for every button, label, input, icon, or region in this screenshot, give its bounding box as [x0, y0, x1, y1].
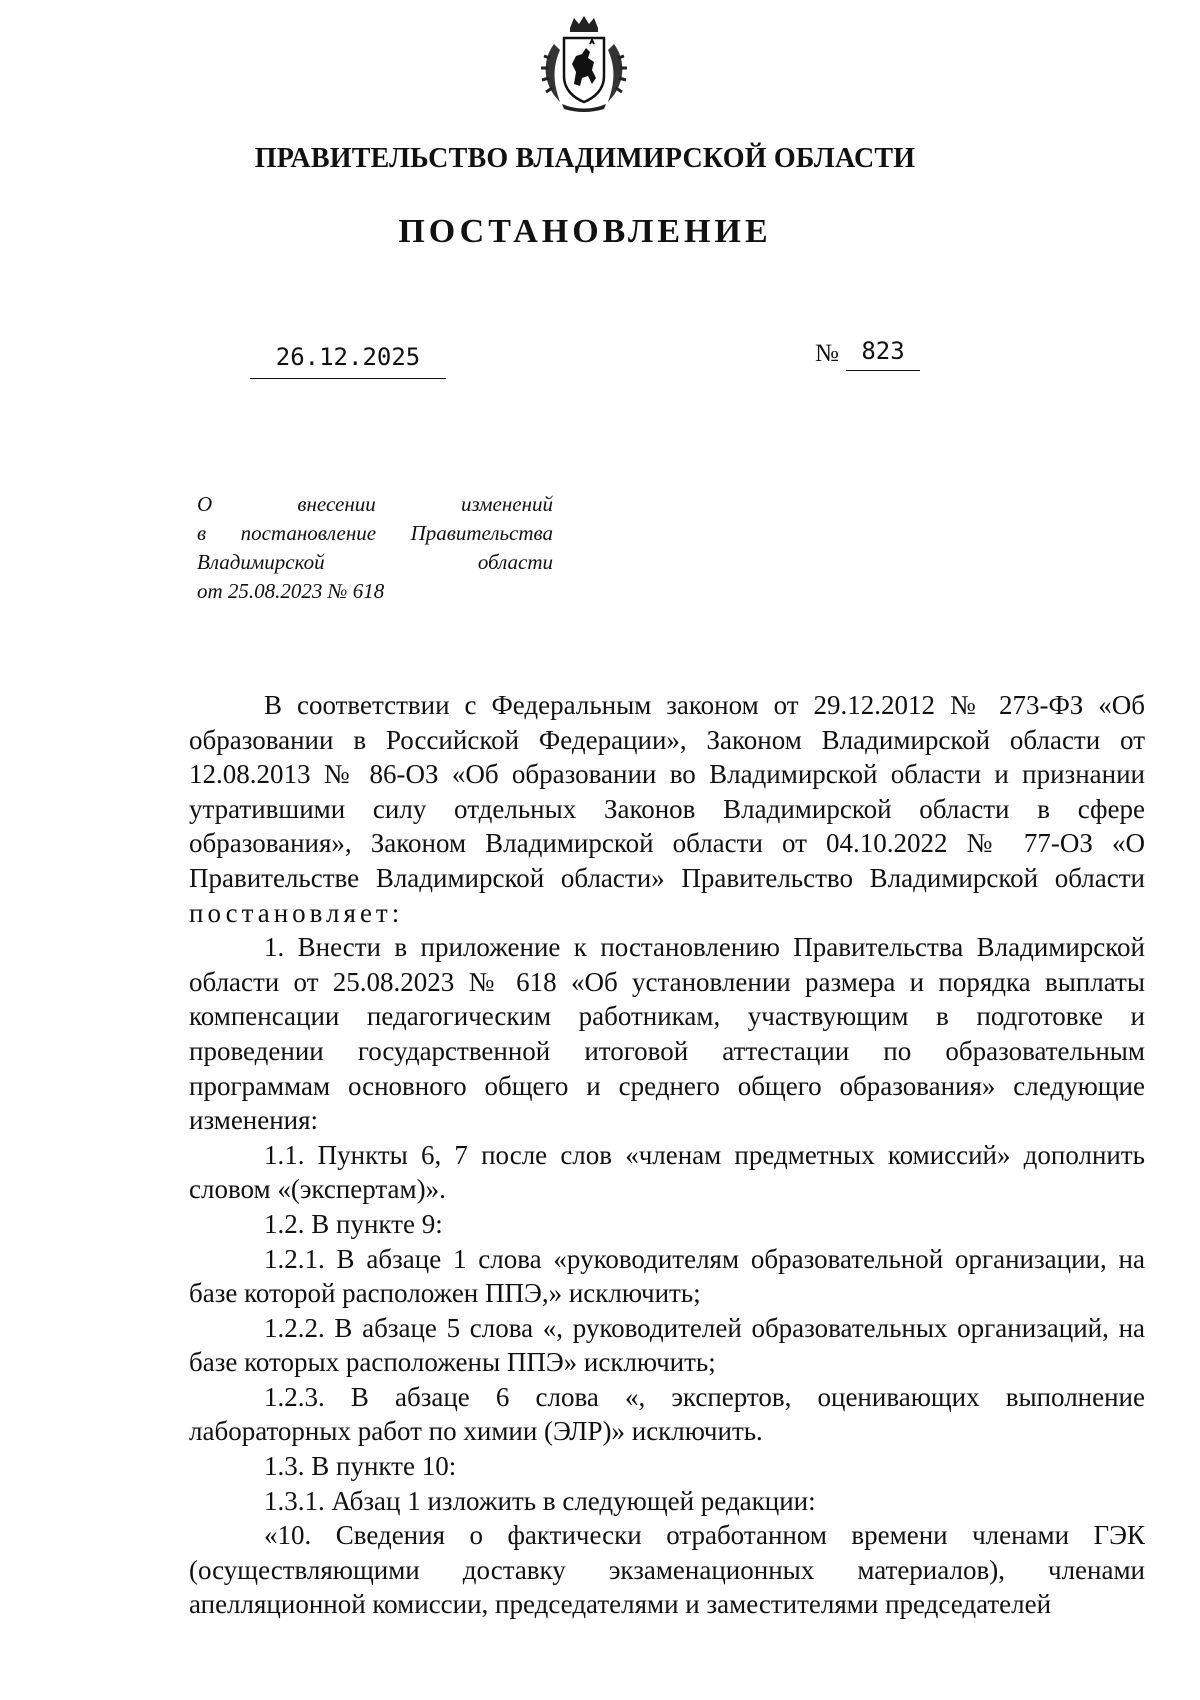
clause-1-2-2: 1.2.2. В абзаце 5 слова «, руководителей образовательных организаций, на базе которых расположены ППЭ» исключить; [189, 1312, 1145, 1378]
document-type-title: ПОСТАНОВЛЕНИЕ [398, 213, 772, 250]
document-number-label: № [815, 340, 839, 367]
document-number: 823 [861, 337, 905, 365]
clause-1-3: 1.3. В пункте 10: [264, 1451, 457, 1482]
subject-line: Владимирской области [197, 550, 553, 574]
coat-of-arms-icon [536, 14, 632, 114]
clause-1-2: 1.2. В пункте 9: [264, 1208, 443, 1239]
subject-line: О внесении изменений [197, 492, 553, 516]
preamble-text: В соответствии с Федеральным законом от 29.12.2012 № 273-ФЗ «Об образовании в Российской Федерации», Законом Владимирской области от 12.08.2013 № 86-ОЗ «Об образовании во Владимирской области и признании утратившими силу отдельных Законов Владимирской области в сфере образования», Законом Владимирской области от 04.10.2022 № 77-ОЗ «О Правительстве Владимирской области» Правительство Владимирской области [189, 690, 1145, 893]
clause-1-1: 1.1. Пункты 6, 7 после слов «членам предметных комиссий» дополнить словом «(экспертам)». [189, 1139, 1145, 1205]
quoted-amendment: «10. Сведения о фактически отработанном времени членами ГЭК (осуществляющими доставку экзаменационных материалов), членами апелляционной комиссии, председателями и заместителями председателей [189, 1520, 1145, 1620]
clause-1-2-1: 1.2.1. В абзаце 1 слова «руководителям образовательной организации, на базе которой расположен ППЭ,» исключить; [189, 1243, 1145, 1309]
document-date: 26.12.2025 [275, 343, 421, 371]
subject-line: в постановление Правительства [197, 521, 553, 545]
document-number-field [846, 332, 920, 371]
clause-1-3-1: 1.3.1. Абзац 1 изложить в следующей редакции: [264, 1485, 816, 1516]
resolution-word: постановляет: [189, 897, 404, 928]
document-date-field [250, 338, 446, 379]
clause-1-2-3: 1.2.3. В абзаце 6 слова «, экспертов, оценивающих выполнение лабораторных работ по химии (ЭЛР)» исключить. [189, 1381, 1145, 1447]
clause-1: 1. Внести в приложение к постановлению Правительства Владимирской области от 25.08.2023 № 618 «Об установлении размера и порядка выплаты компенсации педагогическим работникам, участвующим в подготовке и проведении государственной итоговой аттестации по образовательным программам основного общего и среднего общего образования» следующие изменения: [189, 932, 1145, 1136]
government-title: ПРАВИТЕЛЬСТВО ВЛАДИМИРСКОЙ ОБЛАСТИ [254, 143, 916, 174]
document-body [189, 688, 1145, 1622]
document-subject [197, 490, 553, 606]
preamble-paragraph [189, 688, 1145, 930]
subject-line: от 25.08.2023 № 618 [197, 579, 385, 603]
